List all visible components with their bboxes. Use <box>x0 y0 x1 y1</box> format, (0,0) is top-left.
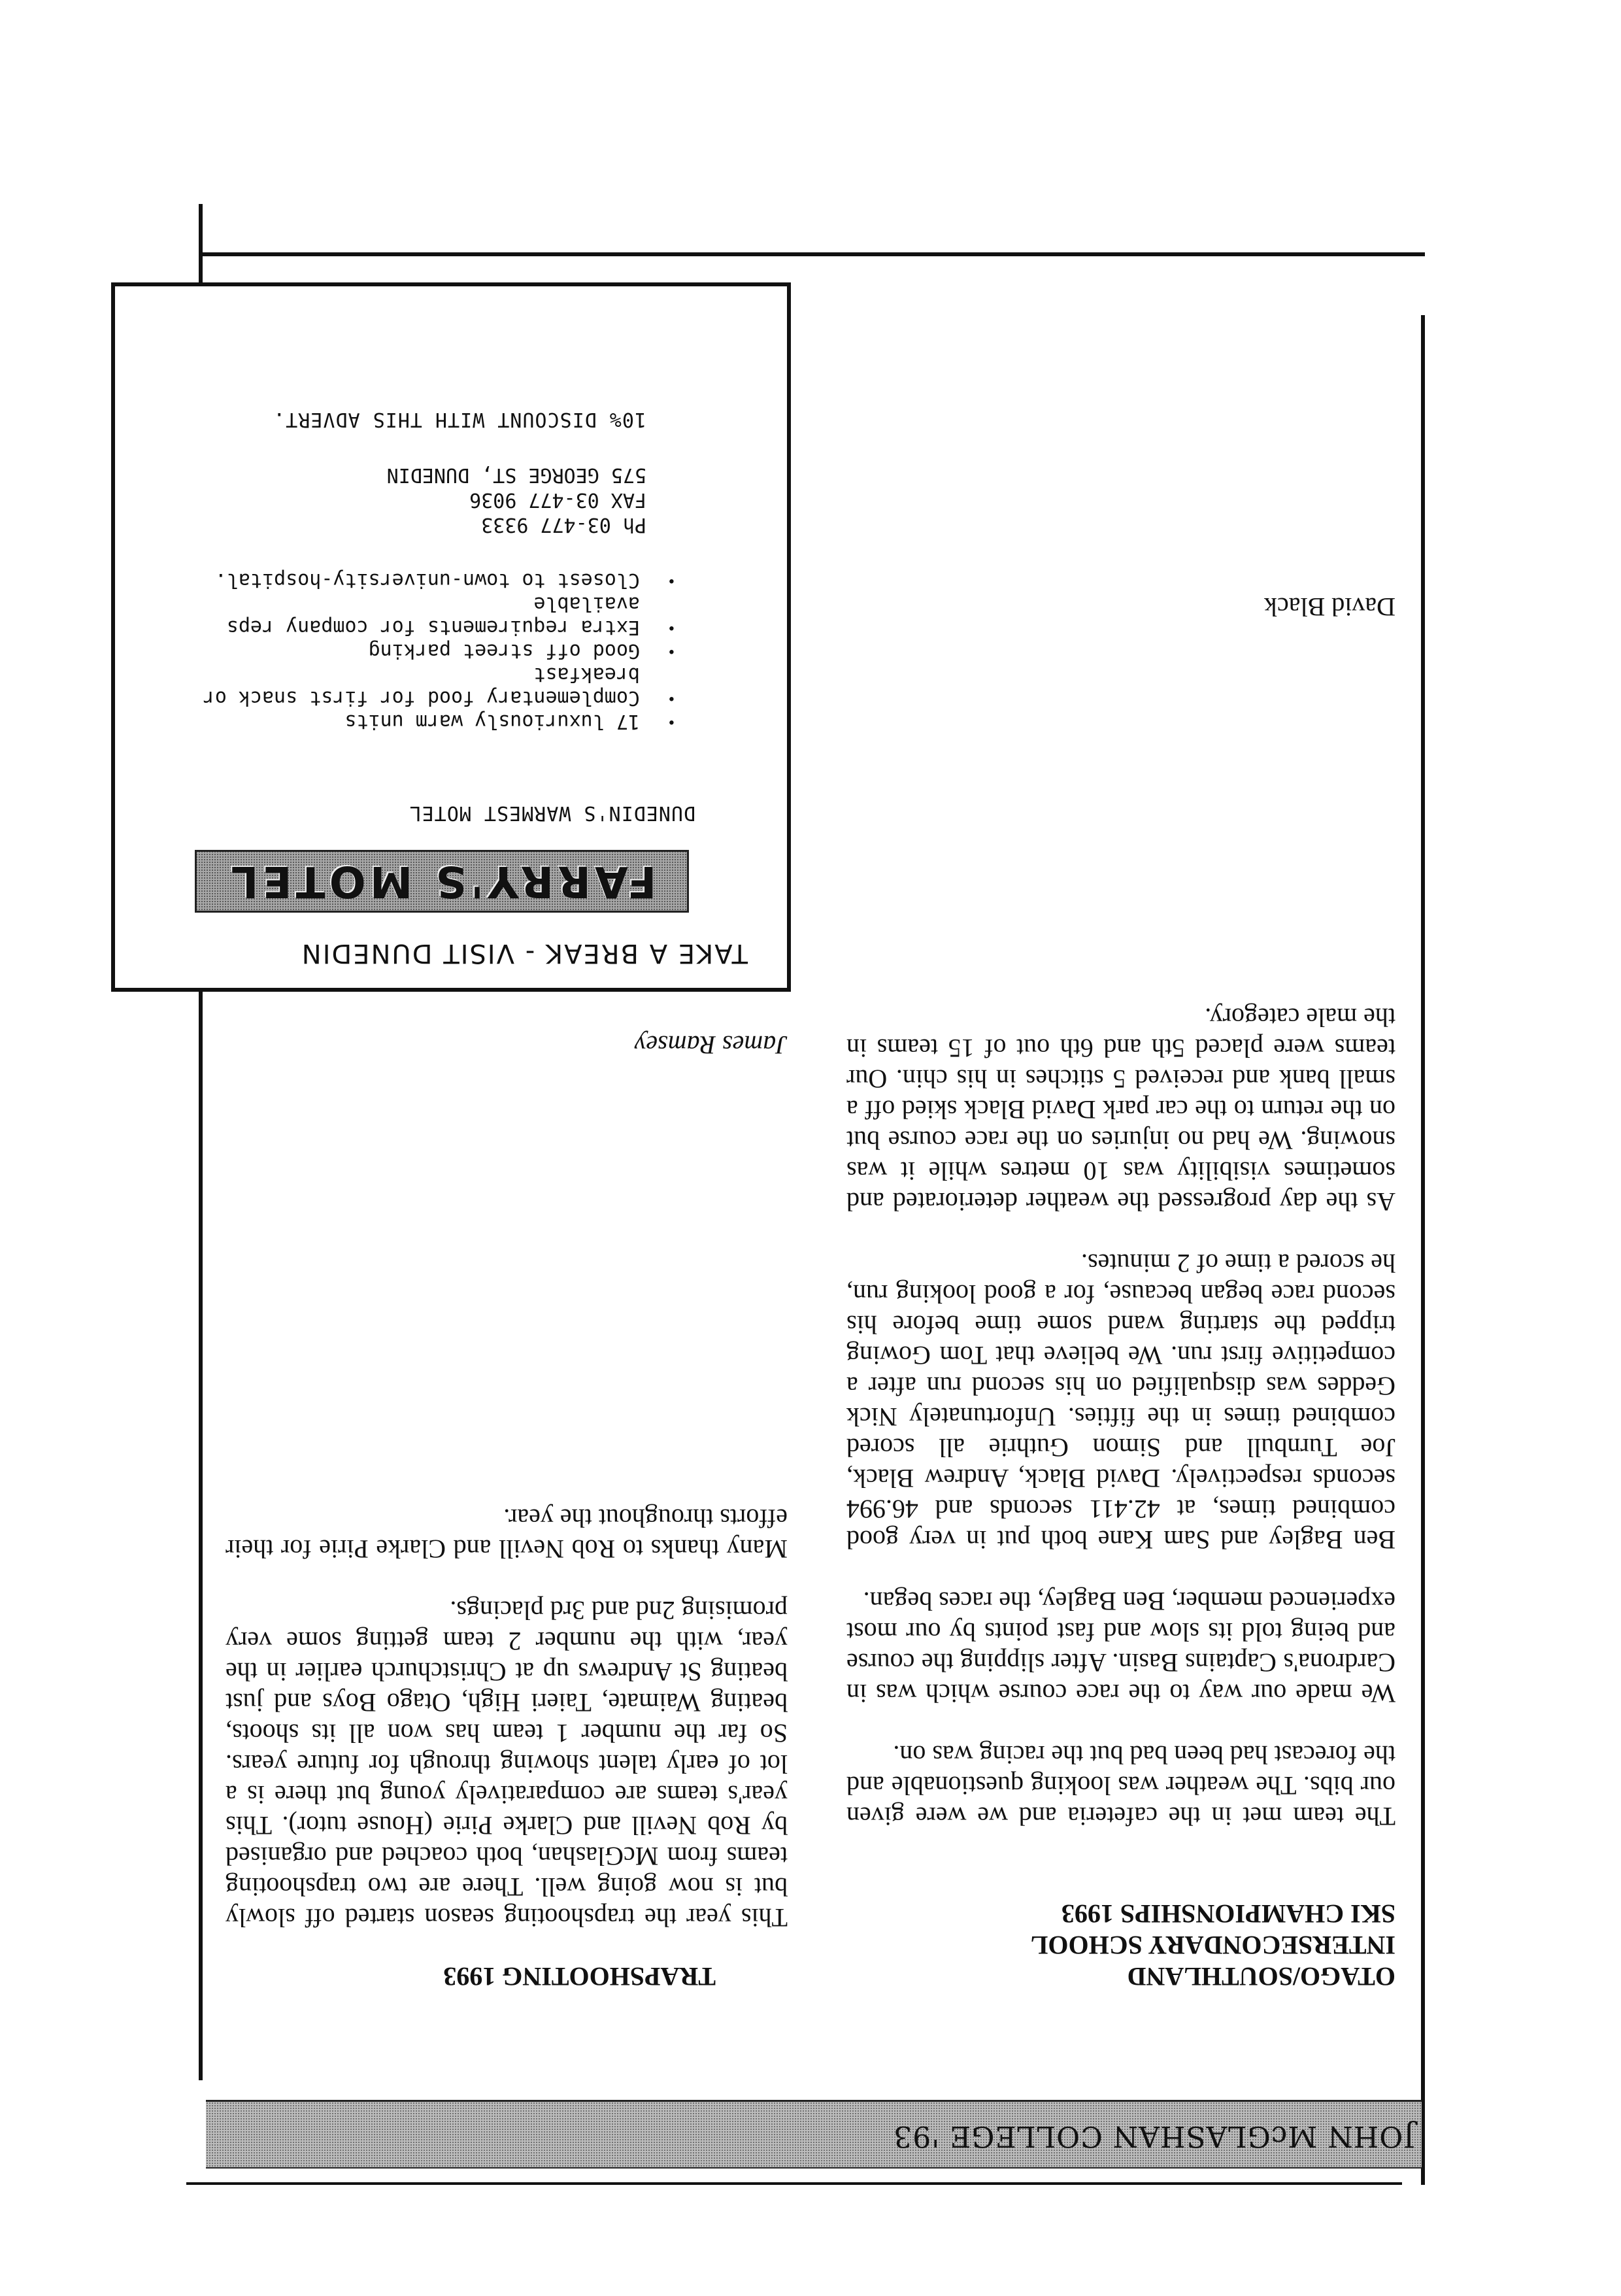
advert-feature-text: Complementary food for first snack or breakfast <box>203 663 640 709</box>
bullet-icon: • <box>667 643 676 659</box>
advert-feature <box>169 709 787 733</box>
trap-article-body <box>226 1472 788 1933</box>
advert-feature <box>169 568 787 592</box>
motel-advert <box>111 282 791 992</box>
frame-bottom-border <box>199 252 1425 256</box>
frame-left-border <box>1421 315 1425 2185</box>
header-banner <box>206 2100 1422 2169</box>
trap-paragraph: Many thanks to Rob Nevill and Clarke Pirie for their efforts throughout the year. <box>226 1504 788 1564</box>
advert-feature-text: Good off street parking <box>368 639 640 662</box>
advert-feature-text: Extra requirements for company reps available <box>226 592 640 639</box>
advert-feature-text: 17 luxuriously warm units <box>344 710 640 733</box>
trap-article-heading: TRAPSHOOTING 1993 <box>443 1962 716 1991</box>
advert-feature-text: Closest to town-university-hospital. <box>214 569 640 592</box>
advert-address: 575 GEORGE ST, DUNEDIN <box>386 464 646 486</box>
bullet-icon: • <box>667 572 676 588</box>
ski-article-heading: OTAGO/SOUTHLAND INTERSECONDARY SCHOOL SKI CHAMPIONSHIPS 1993 <box>1030 1899 1395 1991</box>
ski-article-signature: David Black <box>1263 592 1395 622</box>
bullet-icon: • <box>667 619 676 635</box>
ski-article-body <box>846 971 1395 1832</box>
ski-paragraph: Ben Bagley and Sam Kane both put in very good combined times, at 42.411 seconds and 46.994 seconds respectively. David Black, Andrew Black, Joe Turnbull and Simon Guthrie all scored combined times in the fifties. Unfortunately Nick Geddes was disqualified on his second run after a competitive first run. We believe that Tom Gowing tripped the starting wand some time before his second race began because, for a good looking run, he scored a time of 2 minutes. <box>846 1249 1395 1555</box>
advert-feature <box>169 662 787 709</box>
trap-article-signature: James Ramsey <box>634 1030 788 1060</box>
top-rule <box>186 2182 1402 2185</box>
advert-feature <box>169 592 787 639</box>
ski-paragraph: As the day progressed the weather deteriorated and sometimes visibility was 10 metres while it was snowing. We had no injuries on the race course but on the return to the car park David Black skied off a small bank and received 5 stitches in his chin. Our teams were placed 5th and 6th out of 15 teams in the male category. <box>846 1003 1395 1217</box>
advert-feature <box>169 639 787 662</box>
advert-tagline: DUNEDIN'S WARMEST MOTEL <box>409 802 695 824</box>
advert-title: TAKE A BREAK - VISIT DUNEDIN <box>300 938 748 968</box>
bullet-icon: • <box>667 713 676 730</box>
trap-paragraph: This year the trapshooting season started off slowly but is now going well. There are two trapshooting teams from McGlashan, both coached and organised by Rob Nevill and Clarke Pirie (House tutor). This year's teams are comparatively young but there is a lot of early talent showing through for future years. So far the number 1 team has won all its shoots, beating Waimate, Taieri High, Otago Boys and just beating St Andrews up at Christchurch earlier in the year, with the number 2 team getting some very promising 2nd and 3rd placings. <box>226 1596 788 1933</box>
banner-title: JOHN McGLASHAN COLLEGE '93 <box>893 2119 1415 2153</box>
ski-paragraph: We made our way to the race course which was in Cardrona's Captains Basin. After slipping the course and being told its slow and fast points by our most experienced member, Ben Bagley, the races began. <box>846 1587 1395 1708</box>
motel-logo-text: FARRY'S MOTEL <box>227 856 657 907</box>
bullet-icon: • <box>667 690 676 706</box>
advert-feature-list <box>133 568 787 733</box>
advert-fax: FAX 03-477 9036 <box>469 488 646 511</box>
advert-phone: Ph 03-477 9333 <box>481 513 646 536</box>
advert-discount: 10% DISCOUNT WITH THIS ADVERT. <box>273 408 646 431</box>
motel-logo <box>195 850 689 913</box>
ski-paragraph: The team met in the cafeteria and we were given our bibs. The weather was looking questionable and the forecast had been bad but the racing was on. <box>846 1740 1395 1831</box>
